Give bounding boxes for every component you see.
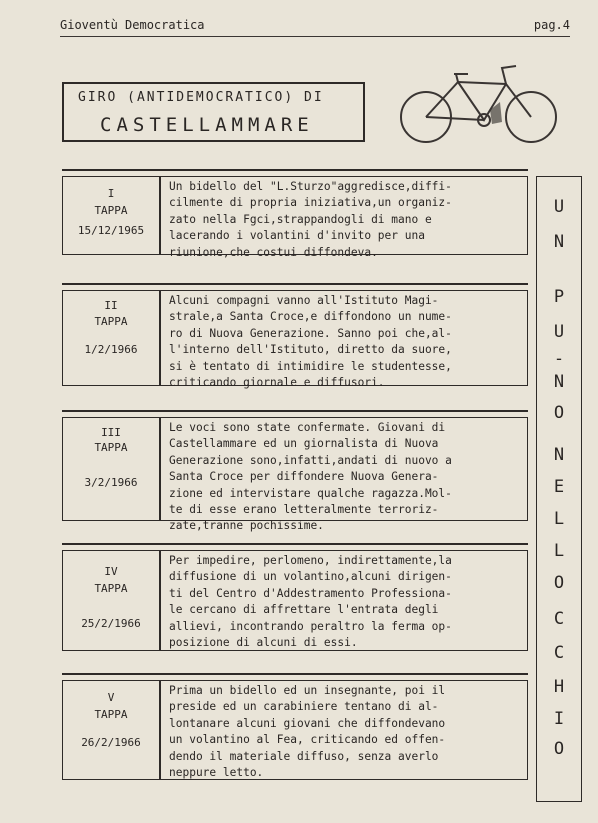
stage-2-label xyxy=(63,291,161,385)
stage-1-number: I xyxy=(107,187,115,200)
title-box xyxy=(62,82,365,142)
stage-1-line: riunione,che costui diffondeva. xyxy=(169,245,378,259)
stage-2-line: strale,a Santa Croce,e diffondono un nume- xyxy=(169,310,452,324)
stage-1-date: 15/12/1965 xyxy=(77,224,145,237)
stage-5-line: un volantino al Fea, criticando ed offen- xyxy=(169,733,446,747)
stage-3-date: 3/2/1966 xyxy=(84,476,138,489)
stage-2-line: Alcuni compagni vanno all'Istituto Magi- xyxy=(169,294,439,307)
stage-4-line: posizione di alcuni di essi. xyxy=(169,636,358,650)
side-letter: C xyxy=(553,609,565,629)
side-letter: H xyxy=(553,677,565,697)
stage-5-text xyxy=(169,683,523,781)
stage-1-line: lacerando i volantini d'invito per una xyxy=(169,229,425,243)
title-line-2: CASTELLAMMARE xyxy=(100,114,314,136)
stage-5-rule xyxy=(62,673,528,675)
stage-4-text xyxy=(169,553,523,651)
stage-5 xyxy=(62,680,528,780)
stage-1 xyxy=(62,176,528,259)
side-letter: E xyxy=(553,477,565,497)
stage-4-number: IV xyxy=(104,565,118,578)
stage-3-rule xyxy=(62,410,528,412)
stage-1-label xyxy=(63,177,161,254)
side-letter: N xyxy=(553,372,565,392)
side-letter: C xyxy=(553,643,565,663)
side-letter: N xyxy=(553,445,565,465)
stage-4-label xyxy=(63,551,161,650)
stage-4-line: le cercano di affrettare l'entrata degli xyxy=(169,603,439,617)
stage-2-line: si è tentato di intimidire le studentesse, xyxy=(169,359,452,373)
side-letter: L xyxy=(553,509,565,529)
stage-4-date: 25/2/1966 xyxy=(81,617,141,630)
stage-3-line: Santa Croce per diffondere Nuova Genera- xyxy=(169,470,439,484)
stage-2-rule xyxy=(62,283,528,285)
stage-4-line: allievi, incontrando peraltro la ferma op- xyxy=(169,619,452,633)
stage-3-label xyxy=(63,418,161,520)
stage-4-line: ti del Centro d'Addestramento Professiona- xyxy=(169,586,452,600)
side-letter: L xyxy=(553,541,565,561)
stage-1-text xyxy=(169,179,523,261)
stage-3-tappa: TAPPA xyxy=(94,441,128,454)
stage-3-text xyxy=(169,420,523,535)
stage-3-line: te di esse erano letteralmente terroriz- xyxy=(169,503,439,517)
stage-5-line: neppure letto. xyxy=(169,766,264,780)
stage-2-text xyxy=(169,293,523,391)
side-letter: O xyxy=(553,573,565,593)
stage-3-line: Le voci sono state confermate. Giovani di xyxy=(169,421,446,434)
stage-3-line: zate,tranne pochissime. xyxy=(169,519,324,533)
bicycle-icon xyxy=(396,62,564,150)
stage-4-line: diffusione di un volantino,alcuni dirigen- xyxy=(169,570,452,584)
stage-4-line: Per impedire, perlomeno, indirettamente,la xyxy=(169,554,452,567)
side-letter: N xyxy=(553,232,565,252)
side-slogan-box xyxy=(536,176,582,802)
stage-5-tappa: TAPPA xyxy=(94,708,128,721)
stage-3 xyxy=(62,417,528,533)
stage-5-line: lontanare alcuni giovani che diffondevano xyxy=(169,716,446,730)
stage-3-line: zione ed intervistare qualche ragazza.Mol- xyxy=(169,486,452,500)
stage-3-number: III xyxy=(101,426,121,439)
stage-4-tappa: TAPPA xyxy=(94,582,128,595)
stage-5-line: preside ed un carabiniere tentano di al- xyxy=(169,700,439,714)
stage-2-line: ro di Nuova Generazione. Sanno poi che,al- xyxy=(169,326,452,340)
stage-4-rule xyxy=(62,543,528,545)
stage-2 xyxy=(62,290,528,390)
stage-1-rule xyxy=(62,169,528,171)
stage-1-tappa: TAPPA xyxy=(94,204,128,217)
stage-2-number: II xyxy=(104,299,118,312)
stage-4 xyxy=(62,550,528,651)
page-number: pag.4 xyxy=(533,18,570,32)
stage-1-line: zato nella Fgci,strappandogli di mano e xyxy=(169,212,432,226)
stage-5-line: Prima un bidello ed un insegnante, poi il xyxy=(169,684,446,697)
title-line-1: GIRO (ANTIDEMOCRATICO) DI xyxy=(78,90,324,105)
side-letter: U xyxy=(553,322,565,342)
side-letter: - xyxy=(553,349,565,369)
page-header-title: Gioventù Democratica xyxy=(60,18,205,32)
header-divider xyxy=(60,36,570,37)
stage-1-line: cilmente di propria iniziativa,un organiz- xyxy=(169,196,452,210)
stage-5-number: V xyxy=(107,691,115,704)
stage-5-line: dendo il materiale diffuso, senza averlo xyxy=(169,749,439,763)
stage-5-label xyxy=(63,681,161,779)
stage-1-line: Un bidello del "L.Sturzo"aggredisce,diffi- xyxy=(169,180,452,193)
stage-2-line: l'interno dell'Istituto, diretto da suore, xyxy=(169,343,452,357)
stage-5-date: 26/2/1966 xyxy=(81,736,141,749)
stage-2-tappa: TAPPA xyxy=(94,315,128,328)
side-letter: I xyxy=(553,709,565,729)
side-letter: P xyxy=(553,287,565,307)
stage-3-line: Castellammare ed un giornalista di Nuova xyxy=(169,437,439,451)
stage-3-line: Generazione sono,infatti,andati di nuovo a xyxy=(169,453,452,467)
stage-2-date: 1/2/1966 xyxy=(84,343,138,356)
side-letter: O xyxy=(553,739,565,759)
side-letter: O xyxy=(553,403,565,423)
stage-2-line: criticando giornale e diffusori. xyxy=(169,376,385,390)
side-letter: U xyxy=(553,197,565,217)
